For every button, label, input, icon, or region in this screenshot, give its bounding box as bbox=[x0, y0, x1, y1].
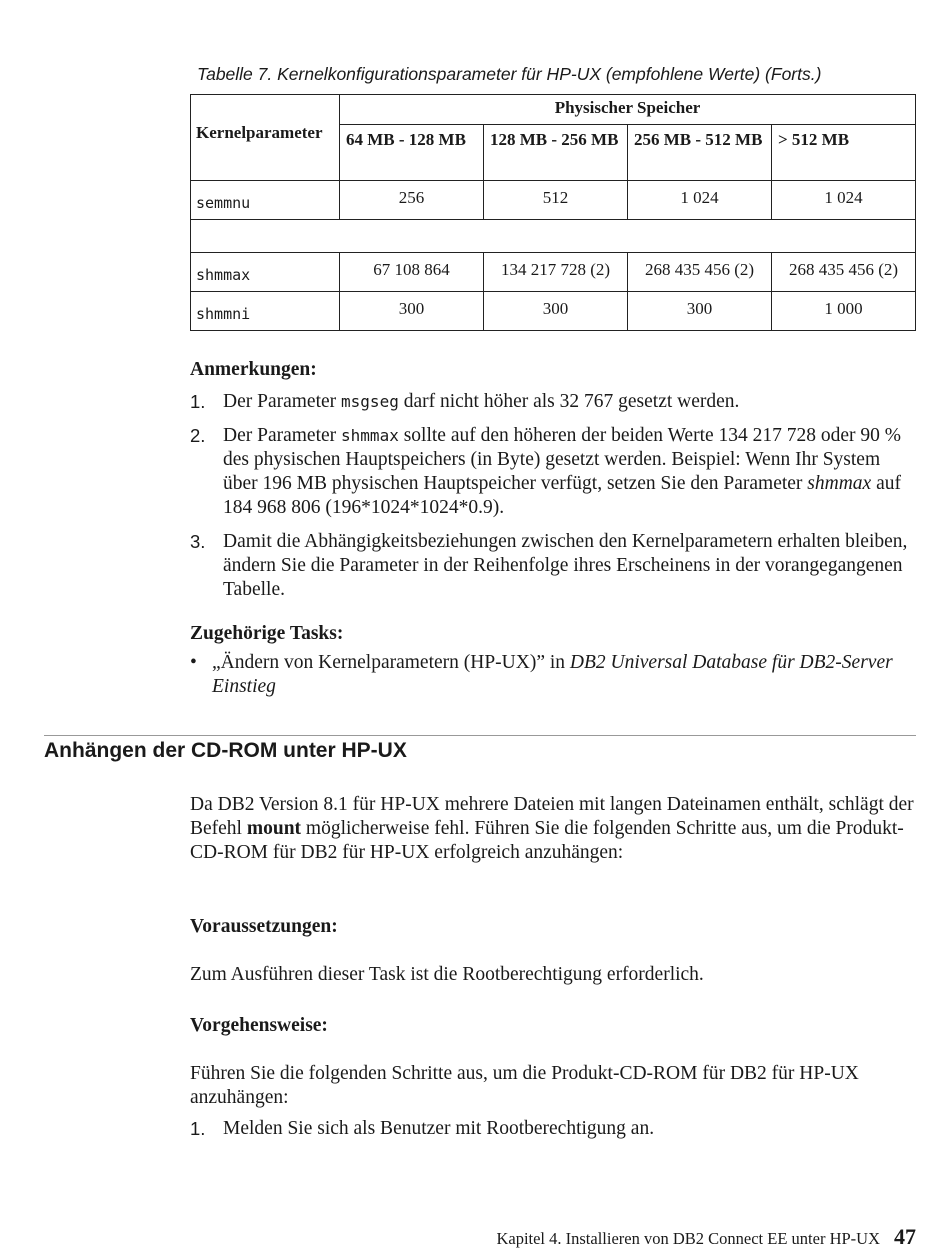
procedure-text: Führen Sie die folgenden Schritte aus, um die Produkt-CD-ROM für DB2 für HP-UX anzuhängen: bbox=[190, 1063, 859, 1108]
section-intro: Da DB2 Version 8.1 für HP-UX mehrere Dateien mit langen Dateinamen enthält, schlägt der Befehl mount möglicherweise fehl. Führen Sie die folgenden Schritte aus, um die Produkt-CD-ROM für DB2 für HP-UX erfolgreich anzuhängen: bbox=[190, 794, 914, 863]
header-mem-col: 64 MB - 128 MB bbox=[340, 125, 484, 181]
table-caption: Tabelle 7. Kernelkonfigurationsparameter für HP-UX (empfohlene Werte) (Forts.) bbox=[197, 64, 822, 84]
code-shmmax: shmmax bbox=[341, 426, 399, 445]
notes-list bbox=[190, 390, 915, 612]
prereq-text: Zum Ausführen dieser Task ist die Rootberechtigung erforderlich. bbox=[190, 964, 704, 985]
prereq-heading: Voraussetzungen: bbox=[190, 916, 338, 937]
value-cell: 1 024 bbox=[772, 181, 916, 220]
param-name-cell: shmmni bbox=[191, 292, 340, 331]
value-cell: 300 bbox=[340, 292, 484, 331]
header-mem-col: 128 MB - 256 MB bbox=[484, 125, 628, 181]
header-physical-memory: Physischer Speicher bbox=[340, 95, 916, 125]
page-number: 47 bbox=[894, 1224, 916, 1249]
table-row-empty bbox=[191, 220, 916, 253]
value-cell: 300 bbox=[484, 292, 628, 331]
value-cell: 1 024 bbox=[628, 181, 772, 220]
procedure-heading: Vorgehensweise: bbox=[190, 1015, 328, 1036]
table-row bbox=[191, 181, 916, 220]
note-item: 2. Der Parameter shmmax sollte auf den höheren der beiden Werte 134 217 728 oder 90 % des physischen Hauptspeichers (in Byte) gesetzt werden. Beispiel: Wenn Ihr System über 196 MB physischen Hauptspeicher verfügt, setzen Sie den Parameter shmmax auf 184 968 806 (196*1024*1024*0.9). bbox=[190, 425, 902, 518]
header-mem-col: 256 MB - 512 MB bbox=[628, 125, 772, 181]
code-msgseg: msgseg bbox=[341, 392, 399, 411]
step-item: 1. Melden Sie sich als Benutzer mit Rootberechtigung an. bbox=[190, 1118, 655, 1139]
task-list-item: • „Ändern von Kernelparametern (HP-UX)” in DB2 Universal Database für DB2-Server Einstieg bbox=[190, 652, 893, 697]
header-kernelparameter: Kernelparameter bbox=[191, 95, 340, 181]
value-cell: 268 435 456 (2) bbox=[628, 253, 772, 292]
notes-heading: Anmerkungen: bbox=[190, 359, 317, 380]
chapter-title: Kapitel 4. Installieren von DB2 Connect EE unter HP-UX bbox=[496, 1229, 880, 1248]
value-cell: 67 108 864 bbox=[340, 253, 484, 292]
list-number: 3. bbox=[190, 531, 206, 552]
note-item: 1. Der Parameter msgseg darf nicht höher als 32 767 gesetzt werden. bbox=[190, 391, 740, 412]
value-cell: 1 000 bbox=[772, 292, 916, 331]
page-footer bbox=[496, 1224, 916, 1250]
value-cell: 134 217 728 (2) bbox=[484, 253, 628, 292]
header-mem-col: > 512 MB bbox=[772, 125, 916, 181]
list-number: 1. bbox=[190, 1118, 206, 1139]
empty-cell bbox=[191, 220, 916, 253]
table-row bbox=[191, 292, 916, 331]
section-title: Anhängen der CD-ROM unter HP-UX bbox=[44, 739, 407, 762]
book-title-link[interactable]: DB2 Universal Database für DB2-Server Einstieg bbox=[212, 652, 893, 697]
mount-command: mount bbox=[246, 818, 302, 839]
param-name-cell: shmmax bbox=[191, 253, 340, 292]
list-number: 2. bbox=[190, 425, 206, 446]
bullet-icon: • bbox=[190, 652, 197, 673]
emphasis-shmmax: shmmax bbox=[807, 473, 872, 494]
value-cell: 256 bbox=[340, 181, 484, 220]
note-item: 3. Damit die Abhängigkeitsbeziehungen zwischen den Kernelparametern erhalten bleiben, ändern Sie die Parameter in der Reihenfolge ihres Erscheinens in der vorangegangenen Tabelle. bbox=[190, 531, 908, 600]
value-cell: 300 bbox=[628, 292, 772, 331]
value-cell: 512 bbox=[484, 181, 628, 220]
section-divider bbox=[44, 735, 916, 736]
table-row bbox=[191, 253, 916, 292]
value-cell: 268 435 456 (2) bbox=[772, 253, 916, 292]
kernel-parameter-table bbox=[190, 94, 916, 331]
tasks-heading: Zugehörige Tasks: bbox=[190, 623, 344, 644]
param-name-cell: semmnu bbox=[191, 181, 340, 220]
list-number: 1. bbox=[190, 391, 206, 412]
